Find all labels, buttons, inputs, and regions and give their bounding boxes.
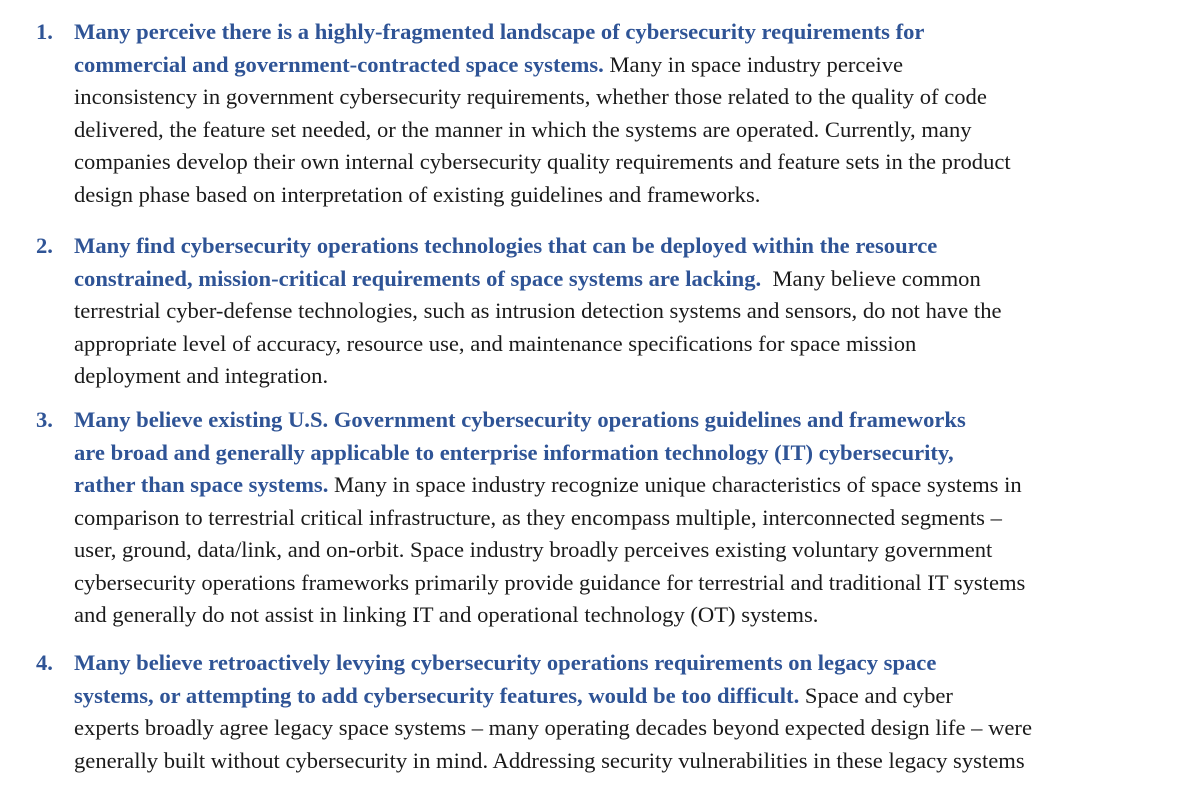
text-line [74,114,1166,147]
list-item-body [74,230,1166,393]
text-line [74,502,1166,535]
text-line [74,360,1166,393]
list-number: 4. [36,650,53,675]
heading-text: are broad and generally applicable to enterprise information technology (IT) cybersecurity, [74,439,954,465]
body-text: Many in space industry recognize unique characteristics of space systems in [328,472,1022,497]
text-line [74,469,1166,502]
heading-text: systems, or attempting to add cybersecurity features, would be too difficult. [74,682,800,708]
text-line [74,567,1166,600]
list-item-4 [36,647,1166,777]
text-line [74,647,1166,680]
body-text: user, ground, data/link, and on-orbit. Space industry broadly perceives existing voluntary government [74,537,993,562]
list-item-body [74,404,1166,632]
body-text: deployment and integration. [74,363,329,388]
text-line [74,146,1166,179]
body-text: cybersecurity operations frameworks primarily provide guidance for terrestrial and traditional IT systems [74,569,1026,595]
list-item-2 [36,230,1166,393]
text-line [74,295,1166,328]
body-text: experts broadly agree legacy space systems – many operating decades beyond expected design life – were [74,715,1032,740]
heading-text: Many find cybersecurity operations technologies that can be deployed within the resource [74,233,938,258]
text-line [74,745,1166,778]
body-text: generally built without cybersecurity in mind. Addressing security vulnerabilities in these legacy systems [74,747,1025,773]
text-line [74,437,1166,470]
list-item-3 [36,404,1166,632]
heading-text: Many believe existing U.S. Government cybersecurity operations guidelines and frameworks [74,407,966,432]
list-item-1 [36,16,1166,211]
body-text: inconsistency in government cybersecurity requirements, whether those related to the quality of code [74,84,987,109]
text-line [74,49,1166,82]
body-text: companies develop their own internal cybersecurity quality requirements and feature sets in the product [74,149,1011,174]
text-line [74,81,1166,114]
body-text: Space and cyber [799,682,953,708]
text-line [74,263,1166,296]
heading-text: Many believe retroactively levying cybersecurity operations requirements on legacy space [74,650,937,675]
heading-text: rather than space systems. [74,472,329,497]
text-line [74,599,1166,632]
body-text: comparison to terrestrial critical infrastructure, as they encompass multiple, interconnected segments – [74,504,1002,530]
heading-text: constrained, mission-critical requirements of space systems are lacking. [74,265,762,291]
text-line [74,404,1166,437]
body-text: Many believe common [761,265,981,291]
body-text: and generally do not assist in linking IT and operational technology (OT) systems. [74,602,819,627]
list-item-body [74,16,1166,211]
text-line [74,16,1166,49]
text-line [74,680,1166,713]
text-line [74,179,1166,212]
body-text: terrestrial cyber-defense technologies, such as intrusion detection systems and sensors, do not have the [74,298,1002,323]
text-line [74,230,1166,263]
text-line [74,712,1166,745]
body-text: Many in space industry perceive [603,51,904,77]
heading-text: commercial and government-contracted space systems. [74,51,604,77]
heading-text: Many perceive there is a highly-fragmented landscape of cybersecurity requirements for [74,19,925,44]
text-line [74,534,1166,567]
body-text: design phase based on interpretation of existing guidelines and frameworks. [74,181,761,207]
body-text: appropriate level of accuracy, resource use, and maintenance specifications for space mission [74,330,917,356]
list-number: 1. [36,19,53,44]
list-number: 2. [36,233,53,258]
list-item-body [74,647,1166,777]
body-text: delivered, the feature set needed, or the manner in which the systems are operated. Currently, many [74,116,972,142]
list-number: 3. [36,407,53,432]
text-line [74,328,1166,361]
